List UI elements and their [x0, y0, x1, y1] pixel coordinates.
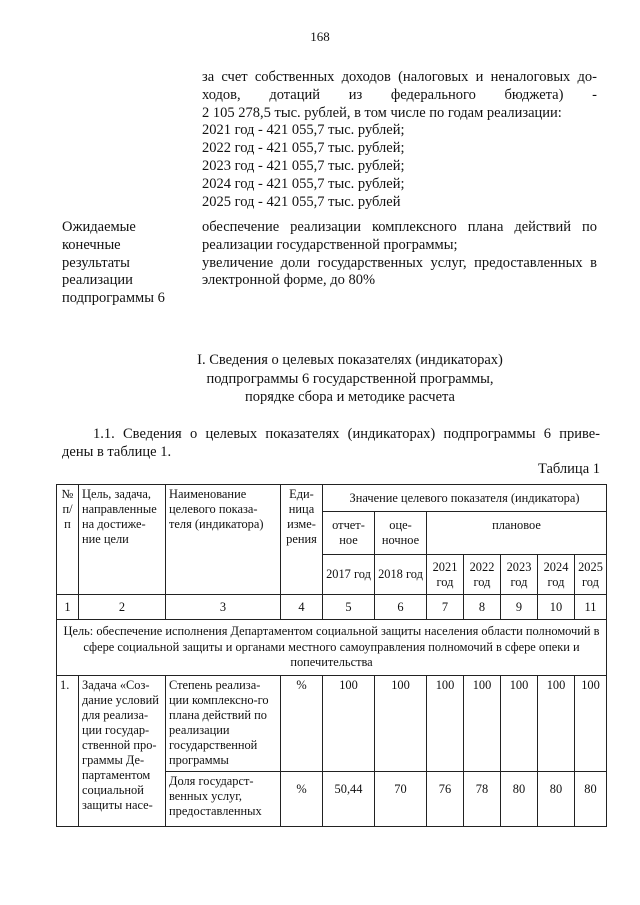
intro-paragraph	[62, 425, 600, 461]
header-year: 2024 год	[538, 555, 575, 595]
label-line: конечные	[62, 236, 121, 253]
header-year: 2021 год	[427, 555, 464, 595]
indicator-unit: %	[281, 676, 323, 772]
heading-line: I. Сведения о целевых показателях (индикаторах)	[197, 352, 503, 368]
indicator-value: 50,44	[323, 772, 375, 827]
heading-line: порядке сбора и методике расчета	[245, 389, 455, 405]
indicator-unit: %	[281, 772, 323, 827]
column-number: 9	[501, 595, 538, 620]
column-number: 6	[375, 595, 427, 620]
header-value: Значение целевого показателя (индикатора)	[323, 485, 607, 512]
header-year: 2022 год	[464, 555, 501, 595]
label-line: подпрограммы 6	[62, 290, 165, 307]
indicator-value: 100	[538, 676, 575, 772]
header-year: 2017 год	[323, 555, 375, 595]
header-num: № п/п	[57, 485, 79, 595]
expected-results-label	[62, 219, 192, 308]
funding-line-1: за счет собственных доходов (налоговых и неналоговых до-	[202, 69, 597, 85]
funding-word: -	[592, 86, 597, 103]
header-year: 2018 год	[375, 555, 427, 595]
funding-word: ходов,	[202, 86, 241, 103]
label-line: результаты	[62, 254, 130, 271]
label-line: Ожидаемые	[62, 219, 136, 235]
indicator-value: 70	[375, 772, 427, 827]
column-number: 10	[538, 595, 575, 620]
expected-result-item: обеспечение реализации комплексного плана действий по реализации государственной программы;	[202, 219, 597, 253]
column-number: 11	[575, 595, 607, 620]
expected-results-text	[202, 219, 597, 290]
column-number: 3	[166, 595, 281, 620]
funding-year: 2022 год - 421 055,7 тыс. рублей;	[202, 140, 405, 157]
indicator-value: 78	[464, 772, 501, 827]
funding-word: дотаций	[269, 86, 320, 103]
header-goal: Цель, задача, направленные на достиже-ние цели	[79, 485, 166, 595]
funding-total: 2 105 278,5 тыс. рублей, в том числе по годам реализации:	[202, 104, 562, 121]
indicator-value: 100	[575, 676, 607, 772]
column-number: 5	[323, 595, 375, 620]
indicator-value: 100	[464, 676, 501, 772]
column-number: 2	[79, 595, 166, 620]
indicator-value: 76	[427, 772, 464, 827]
column-number: 7	[427, 595, 464, 620]
funding-year: 2025 год - 421 055,7 тыс. рублей	[202, 193, 401, 210]
funding-text	[202, 69, 597, 211]
indicator-value: 100	[427, 676, 464, 772]
indicator-name: Степень реализа-ции комплексно-го плана действий по реализации государственной программы	[166, 676, 281, 772]
funding-year: 2023 год - 421 055,7 тыс. рублей;	[202, 157, 405, 174]
funding-word: из	[348, 86, 363, 103]
page-number: 168	[310, 29, 330, 44]
indicator-value: 80	[501, 772, 538, 827]
expected-result-item: увеличение доли государственных услуг, предоставленных в электронной форме, до 80%	[202, 254, 597, 289]
indicator-value: 100	[375, 676, 427, 772]
header-planned: плановое	[427, 512, 607, 555]
indicators-table	[56, 484, 607, 827]
column-number: 4	[281, 595, 323, 620]
goal-row: Цель: обеспечение исполнения Департаментом социальной защиты населения области полномочий в сфере социальной защиты и органами местного самоуправления полномочий в сфере опеки и попечительства	[57, 620, 607, 676]
column-number: 8	[464, 595, 501, 620]
label-line: реализации	[62, 272, 133, 289]
header-year: 2023 год	[501, 555, 538, 595]
header-year: 2025 год	[575, 555, 607, 595]
indicator-value: 100	[323, 676, 375, 772]
header-estimate: оце-ночное	[375, 512, 427, 555]
column-number: 1	[57, 595, 79, 620]
header-report: отчет-ное	[323, 512, 375, 555]
funding-line-2	[202, 87, 597, 105]
funding-word: федерального	[390, 86, 476, 103]
heading-line: подпрограммы 6 государственной программы,	[206, 370, 494, 387]
funding-year: 2021 год - 421 055,7 тыс. рублей;	[202, 122, 405, 139]
funding-year: 2024 год - 421 055,7 тыс. рублей;	[202, 175, 405, 192]
indicator-value: 100	[501, 676, 538, 772]
header-name: Наименование целевого показа-теля (индикатора)	[166, 485, 281, 595]
row-number: 1.	[57, 676, 79, 827]
indicator-value: 80	[538, 772, 575, 827]
header-unit: Еди-ница изме-рения	[281, 485, 323, 595]
paragraph-line: дены в таблице 1.	[62, 444, 172, 460]
table-caption: Таблица 1	[537, 461, 600, 477]
indicator-name: Доля государст-венных услуг, предоставленных	[166, 772, 281, 827]
indicator-value: 80	[575, 772, 607, 827]
paragraph-line: 1.1. Сведения о целевых показателях (индикаторах) подпрограммы 6 приве-	[93, 426, 600, 442]
section-heading	[0, 351, 640, 407]
funding-word: бюджета)	[504, 86, 564, 103]
row-task: Задача «Соз-дание условий для реализа-ции государ-ственной про-граммы Де-партаментом социальной защиты насе-	[79, 676, 166, 827]
